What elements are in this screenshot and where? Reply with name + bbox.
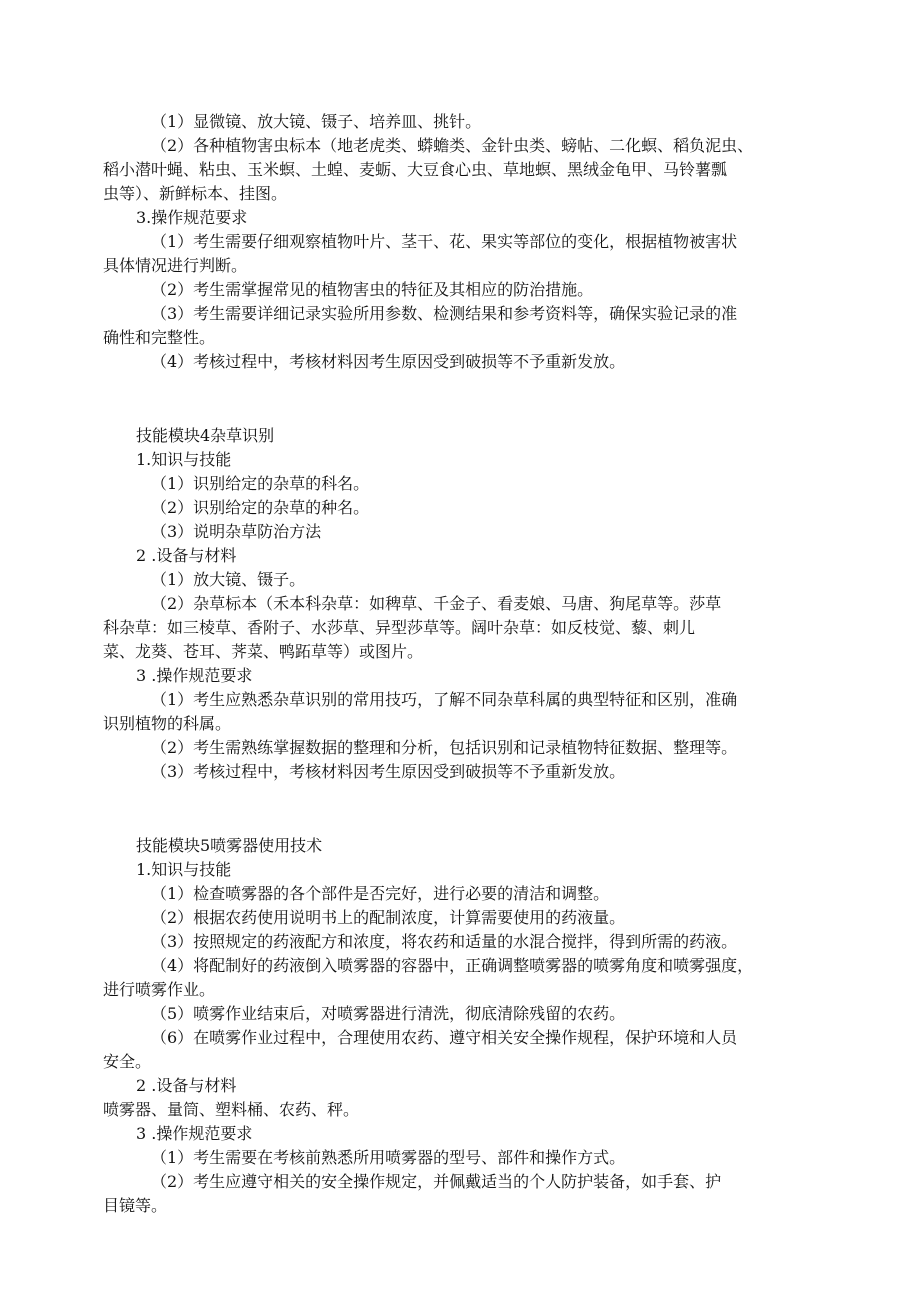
text-line: 具体情况进行判断。 [103,256,248,275]
text-line: 3.操作规范要求 [136,208,248,227]
text-line: （1）考生应熟悉杂草识别的常用技巧，了解不同杂草科属的典型特征和区别，准确 [151,690,738,709]
text-line: 科杂草：如三棱草、香附子、水莎草、异型莎草等。阔叶杂草：如反枝觉、藜、刺儿 [103,618,696,637]
paragraph-gap [103,800,843,818]
text-line: 确性和完整性。 [103,328,216,347]
text-line: 2 .设备与材料 [136,1076,237,1095]
text-line: 喷雾器、量筒、塑料桶、农药、秤。 [103,1100,360,1119]
text-line: 识别植物的科属。 [103,714,232,733]
text-line: 2 .设备与材料 [136,546,237,565]
text-line: （1）显微镜、放大镜、镊子、培养皿、挑针。 [151,112,482,131]
text-line: 稻小潜叶蝇、粘虫、玉米螟、土蝗、麦蛎、大豆食心虫、草地螟、黑绒金龟甲、马铃薯瓢 [103,160,728,179]
text-line: （4）将配制好的药液倒入喷雾器的容器中，正确调整喷雾器的喷雾角度和喷雾强度， [151,956,754,975]
text-line: （3）考生需要详细记录实验所用参数、检测结果和参考资料等，确保实验记录的准 [151,304,738,323]
text-line: （3）说明杂草防治方法 [151,522,322,541]
text-line: （1）放大镜、镊子。 [151,570,306,589]
paragraph-gap [103,390,843,408]
text-line: 技能模块5喷雾器使用技术 [136,836,323,855]
text-line: 技能模块4杂草识别 [136,426,275,445]
text-line: 1.知识与技能 [136,860,232,879]
text-line: （2）识别给定的杂草的种名。 [151,498,370,517]
text-line: 3 .操作规范要求 [136,666,253,685]
text-line: （2）考生需掌握常见的植物害虫的特征及其相应的防治措施。 [151,280,594,299]
text-line: 虫等）、新鲜标本、挂图。 [103,184,288,203]
text-line: （5）喷雾作业结束后，对喷雾器进行清洗，彻底清除残留的农药。 [151,1004,626,1023]
document-body [103,110,843,1218]
text-line: （1）识别给定的杂草的科名。 [151,474,370,493]
text-line: （6）在喷雾作业过程中，合理使用农药、遵守相关安全操作规程，保护环境和人员 [151,1028,738,1047]
text-line: （1）考生需要仔细观察植物叶片、茎干、花、果实等部位的变化，根据植物被害状 [151,232,738,251]
text-line: 菜、龙葵、苍耳、荠菜、鸭跖草等）或图片。 [103,642,424,661]
text-line: （2）考生应遵守相关的安全操作规定，并佩戴适当的个人防护装备，如手套、护 [151,1172,722,1191]
text-line: （2）根据农药使用说明书上的配制浓度，计算需要使用的药液量。 [151,908,626,927]
text-line: （1）检查喷雾器的各个部件是否完好，进行必要的清洁和调整。 [151,884,610,903]
text-line: 1.知识与技能 [136,450,232,469]
text-line: （2）杂草标本（禾本科杂草：如稗草、千金子、看麦娘、马唐、狗尾草等。莎草 [151,594,722,613]
text-line: 3 .操作规范要求 [136,1124,253,1143]
text-line: （4）考核过程中，考核材料因考生原因受到破损等不予重新发放。 [151,352,626,371]
text-line: 进行喷雾作业。 [103,980,216,999]
text-line: （3）考核过程中，考核材料因考生原因受到破损等不予重新发放。 [151,762,626,781]
text-line: （2）考生需熟练掌握数据的整理和分析，包括识别和记录植物特征数据、整理等。 [151,738,738,757]
text-line: 目镜等。 [103,1196,168,1215]
text-line: （1）考生需要在考核前熟悉所用喷雾器的型号、部件和操作方式。 [151,1148,626,1167]
text-line: （3）按照规定的药液配方和浓度，将农药和适量的水混合搅拌，得到所需的药液。 [151,932,738,951]
text-line: 安全。 [103,1052,152,1071]
text-line: （2）各种植物害虫标本（地老虎类、蟒蟾类、金针虫类、螃帖、二化螟、稻负泥虫、 [151,136,754,155]
